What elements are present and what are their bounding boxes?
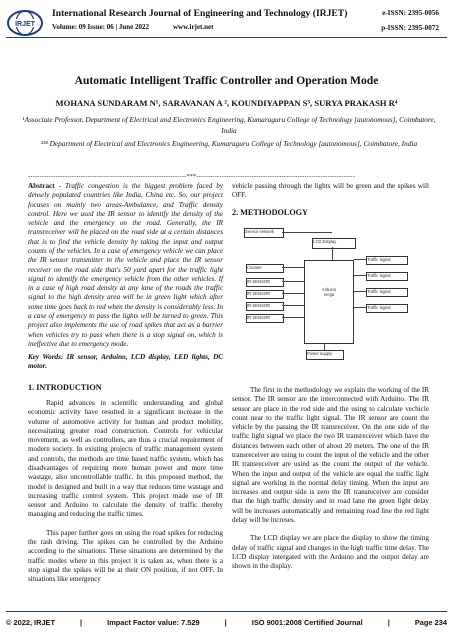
methodology-paragraph-2: The LCD display we are place the display to show the timing delay of traffic signal and changes in the high traffic time delay. The LCD display intergated with the Arduino and the output delay are shown in the display. [232, 534, 429, 571]
iso-certification: ISO 9001:2008 Certified Journal [251, 618, 363, 627]
connector [354, 259, 366, 260]
ir-sensor-block-3: IR SENSOR [246, 302, 284, 311]
volume-issue: Volume: 09 Issue: 06 | June 2022 [52, 23, 149, 31]
traffic-signal-block-3: Traffic signal [366, 288, 408, 297]
traffic-signal-block-1: Traffic signal [366, 256, 408, 265]
methodology-body [232, 386, 429, 571]
connector [282, 317, 304, 318]
connector [282, 293, 304, 294]
sensor-network-block: Sensor network [244, 228, 284, 238]
methodology-heading: 2. METHODOLOGY [232, 208, 308, 216]
left-column [28, 182, 223, 349]
page-number: Page 234 [414, 618, 447, 627]
intro-body [28, 399, 223, 584]
page-footer: © 2022, IRJET | Impact Factor value: 7.529 | ISO 9001:2008 Certified Journal | Page 234 [6, 618, 447, 627]
irjet-logo [6, 8, 44, 38]
keywords-label: Key Words: [28, 353, 64, 361]
issue-info [52, 23, 213, 31]
right-column-continued: vehicle passing through the lights will be green and the spikes will OFF. [232, 182, 429, 200]
logo-text: IRJET [15, 21, 35, 28]
keywords-text: IR sensor, Arduino, LCD display, LED lights, DC motor. [28, 353, 224, 371]
impact-factor: Impact Factor value: 7.529 [107, 618, 200, 627]
connector [282, 281, 304, 282]
p-issn: p-ISSN: 2395-0072 [381, 24, 439, 32]
affiliation-1: ¹Associate Professor, Department of Electrical and Electronics Engineering, Kumaraguru College of Technology [autonomous], Coimbatore, India [22, 115, 436, 135]
connector [354, 275, 366, 276]
journal-url: www.irjet.net [172, 23, 214, 31]
power-supply-block: Power supply [306, 350, 344, 360]
journal-name: International Research Journal of Engineering and Technology (IRJET) [52, 8, 348, 19]
intro-paragraph-1: Rapid advances in scientific understanding and global economic activity have resulted in a significant increase in the volume of automotive activity for human and product mobility, necessitating greater road construction. Controls for vehicular movement, as well as controllers, are thus a crucial requirement of modern society. In existing projects of traffic management system and controls, the methods are time based traffic system, which has disadvantages of requiring more human power and more time wastage, also uncontrollable traffic. In this proposed method, the model is designed and built in a way that reduces time wastage and increasing traffic control system. This project made use of IR sensor and Arduino to calculate the density of traffic thereby managing and reducing the traffic times. [28, 399, 223, 519]
lcd-display-block: LCD Display [312, 238, 356, 249]
block-diagram [232, 222, 432, 364]
copyright: © 2022, IRJET [6, 618, 55, 627]
counter-block: Counter [246, 264, 284, 273]
connector [332, 247, 333, 260]
connector [354, 291, 366, 292]
paper-title: Automatic Intelligent Traffic Controller and Operation Mode [74, 74, 379, 87]
connector [354, 307, 366, 308]
connector [282, 305, 304, 306]
connector [324, 344, 325, 350]
intro-paragraph-2: This paper further goes on using the road spikes for reducing the rash driving. The spikes can be controlled by the Arduino according to the situations. These situations are determined by the traffic modes where in this project it is taken as, when there is a stop signal the spikes will be at their ON position, if not OFF. In situations like emergency [28, 528, 223, 584]
footer-rule [6, 611, 447, 612]
author-list: MOHANA SUNDARAM N¹, SARAVANAN A ², KOUNDIYAPPAN S³, SURYA PRAKASH R⁴ [55, 98, 398, 108]
abstract-label: Abstract [28, 182, 55, 190]
traffic-signal-block-2: Traffic signal [366, 272, 408, 281]
intro-heading: 1. INTRODUCTION [28, 383, 102, 392]
methodology-paragraph-1: The first in the methodology we explain the working of the IR sensor. The IR sensor are the interconnected with Arduino. The IR sensor are place in the rod side and the using to calculate vechicle count near to the traffic light signal. The IR sensor are count the vehicle by the passing the IR transreceiver. On the one side of the traffic light signal we place the two IR transreceiver which have the distances between each other of about 20 meters. The one of the IR transreceiver are using to count the input of the vehicle and the other IR transreceiver are usind as the count the output of the vehicle. When the input and output of the vehicle are equal the traffic light signal are working in the normal delay timing. When the input are increases and output side is zero the IR transreceiver are consider that the high traffic density and in road lane the green light delay will be increases automatically and remaining road line the red light delay will be increses. [232, 386, 429, 524]
ir-sensor-block-4: IR SENSOR [246, 314, 284, 323]
ir-sensor-block-1: IR SENSOR [246, 278, 284, 287]
abstract-text: - Traffic congestion is the biggest problem faced by densely populated countries like India, China etc. So, our project focuses on mainly two areas-Ambulance, and Traffic density control. Here we used the IR sensor to identify the density of the vehicle and the emergency on the road. Generally, the IR transreceiver will be placed on the road side at a certain distances that is to find the vehicle density by taking the input and output counts of the vehicles. In a case of emergency vehicle we can place the IR sensor transmitter in the vehicle and place the IR sensor receiver on the road side that's 50 yard apart for the traffic light signal to identify the emergency vehicle from the other vehicles. If in a case of high road density at any lane of the roads the traffic signal to the high density area will be in green light which after some time goes back to red when the density is considerably less. In a case of emergency to pass the lights will be turned to green. This project also implements the use of road spikes that act as a barrier when vehicles try to pass when there is a stop signal on, which is ineffective due to emergency mode. [28, 182, 223, 348]
affiliation-2: ²³⁴ Department of Electrical and Electronics Engineering, Kumaraguru College of Technology [autonomous], Coimbatore, India [40, 139, 418, 148]
section-separator: ---------------------------------------------------------------------***--------------------------------------------------------------------- [28, 174, 356, 180]
e-issn: e-ISSN: 2395-0056 [382, 9, 439, 17]
arduino-mega-block: Arduino mega [304, 260, 354, 344]
connector [282, 267, 304, 268]
header-rule [6, 37, 447, 38]
traffic-signal-block-4: Traffic signal [366, 304, 408, 313]
ir-sensor-block-2: IR SENSOR [246, 290, 284, 299]
abstract [28, 182, 223, 349]
keywords [28, 353, 223, 372]
connector [282, 232, 332, 233]
